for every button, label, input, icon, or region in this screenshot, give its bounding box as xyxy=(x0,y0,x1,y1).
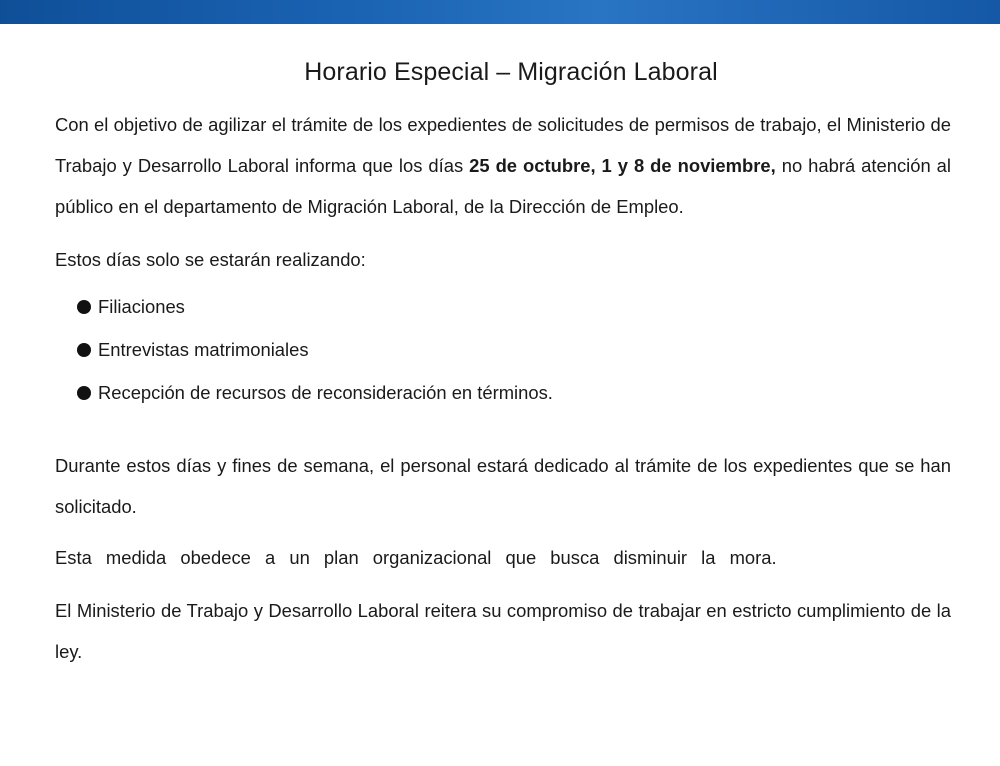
paragraph-staff: Durante estos días y fines de semana, el personal estará dedicado al trámite de los expedientes que se han solicitado. xyxy=(55,455,951,517)
paragraph-closure-text-end: no habrá atención al público en el departamento de Migración Laboral, de la Dirección de Empleo. xyxy=(55,155,951,217)
notice-title: Horario Especial – Migración Laboral xyxy=(304,58,718,86)
list-item-label: Filiaciones xyxy=(98,296,185,317)
list-item-label: Recepción de recursos de reconsideración en términos. xyxy=(98,382,553,403)
bullet-icon xyxy=(77,343,91,357)
paragraph-closure-text-start: Con el objetivo de agilizar el trámite de los expedientes de solicitudes de permisos de trabajo, el Ministerio de Trabajo y Desarrollo Laboral informa que los días xyxy=(55,114,951,176)
services-intro: Estos días solo se estarán realizando: xyxy=(55,249,366,270)
list-item xyxy=(77,328,951,371)
paragraph-measure: Esta medida obedece a un plan organizacional que busca disminuir la mora. xyxy=(55,547,777,568)
list-item xyxy=(77,371,951,414)
services-list xyxy=(55,285,951,414)
list-item-label: Entrevistas matrimoniales xyxy=(98,339,309,360)
paragraph-commitment: El Ministerio de Trabajo y Desarrollo Laboral reitera su compromiso de trabajar en estricto cumplimiento de la ley. xyxy=(55,600,951,662)
header-band xyxy=(0,0,1000,24)
closure-dates: 25 de octubre, 1 y 8 de noviembre, xyxy=(469,155,776,176)
bullet-icon xyxy=(77,386,91,400)
bullet-icon xyxy=(77,300,91,314)
list-item xyxy=(77,285,951,328)
paragraph-closure-notice xyxy=(55,104,951,227)
notice-body xyxy=(55,58,951,672)
